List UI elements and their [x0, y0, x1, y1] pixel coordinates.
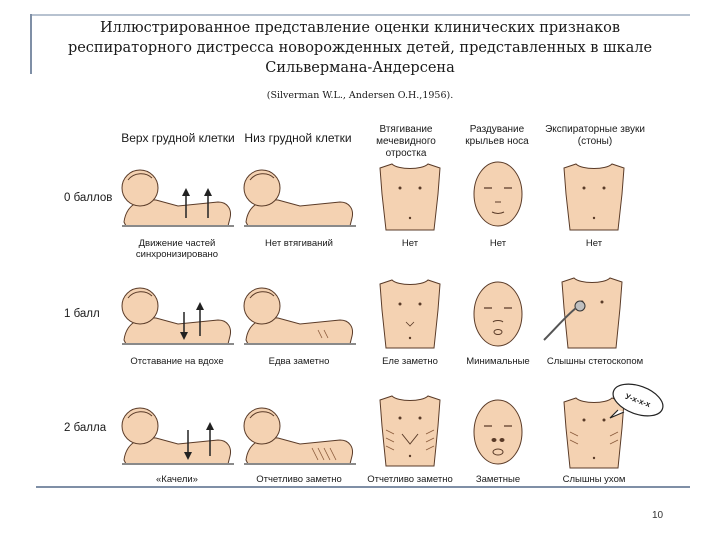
speech-bubble-text: У-х-х-х [623, 391, 652, 410]
caption-r2-c0: «Качели» [156, 474, 198, 485]
caption-r0-c3: Нет [489, 238, 507, 249]
caption-r1-c3: Минимальные [466, 356, 530, 367]
caption-r0-c1: Нет втягиваний [264, 238, 333, 249]
torso-2-illustration [372, 390, 448, 470]
caption-r0-c0: Движение частей синхронизировано [135, 238, 219, 260]
slide-title [40, 18, 680, 78]
stethoscope-torso-1-illustration [540, 272, 640, 352]
caption-r1-c4: Слышны стетоскопом [546, 356, 644, 367]
page-number: 10 [652, 510, 664, 521]
face-0-illustration [468, 158, 528, 232]
caption-r2-c2: Отчетливо заметно [367, 474, 453, 485]
torso-1-illustration [372, 274, 448, 352]
face-2-illustration [468, 392, 528, 470]
row-label-1: 1 балл [64, 308, 100, 320]
infant-side-lower-0-illustration [240, 160, 358, 230]
title-line-3: Сильвермана-Андерсена [265, 60, 455, 76]
row-label-2: 2 балла [64, 422, 107, 434]
col-head-upper-chest: Верх грудной клетки [121, 131, 235, 145]
frame-top-line [30, 14, 690, 16]
col-head-lower-chest: Низ грудной клетки [244, 131, 352, 145]
col-head-xiphoid: Втягивание мечевидного отростка [376, 124, 436, 159]
caption-r2-c4: Слышны ухом [562, 474, 626, 485]
infant-side-lower-1-illustration [240, 278, 358, 350]
citation: (Silverman W.L., Andersen O.H.,1956). [266, 90, 454, 101]
infant-side-upper-1-illustration [118, 278, 236, 350]
caption-r2-c3: Заметные [475, 474, 521, 485]
caption-r1-c0: Отставание на вдохе [130, 356, 224, 367]
caption-r1-c2: Еле заметно [382, 356, 438, 367]
infant-side-upper-2-illustration [118, 394, 236, 470]
face-1-illustration [468, 276, 528, 352]
caption-r0-c2: Нет [401, 238, 419, 249]
infant-side-lower-2-illustration [240, 394, 358, 470]
speech-bubble [604, 380, 666, 422]
col-head-nasal-flaring: Раздувание крыльев носа [465, 124, 529, 147]
frame-bottom-line [36, 486, 690, 488]
caption-r0-c4: Нет [585, 238, 603, 249]
title-line-2: респираторного дистресса новорожденных детей, представленных в шкале [67, 40, 653, 56]
caption-r2-c1: Отчетливо заметно [256, 474, 342, 485]
caption-r1-c1: Едва заметно [268, 356, 330, 367]
grunt-torso-0-illustration [556, 158, 632, 234]
infant-side-upper-0-illustration [118, 160, 236, 230]
frame-left-line [30, 14, 32, 74]
torso-0-illustration [372, 158, 448, 234]
row-label-0: 0 баллов [64, 192, 113, 204]
col-head-grunting: Экспираторные звуки (стоны) [545, 124, 645, 147]
title-line-1: Иллюстрированное представление оценки клинических признаков [99, 20, 621, 36]
